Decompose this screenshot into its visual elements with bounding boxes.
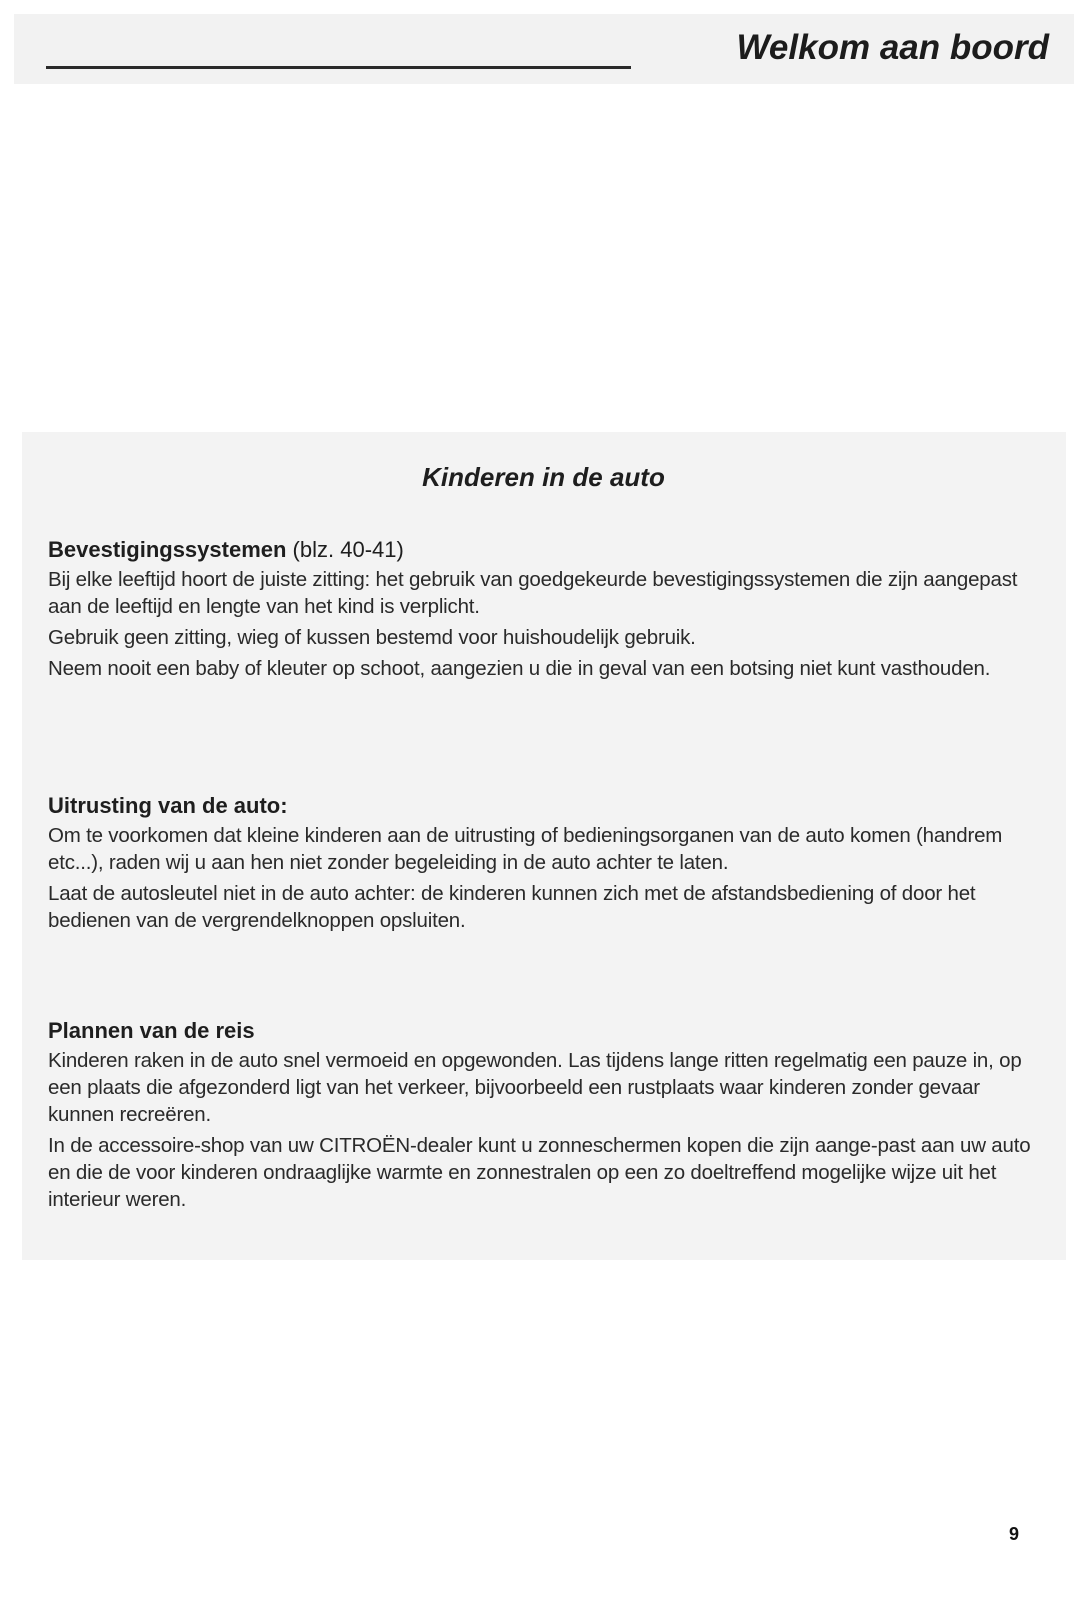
paragraph: In de accessoire-shop van uw CITROËN-dealer kunt u zonneschermen kopen die zijn aange-past aan uw auto en die de voor kinderen ondraaglijke warmte en zonnestralen op een zo doeltreffend mogelijke wijze uit het interieur weren.: [48, 1134, 1031, 1211]
paragraph: Gebruik geen zitting, wieg of kussen bestemd voor huishoudelijk gebruik.: [48, 626, 696, 649]
subsection-heading: [48, 1017, 1048, 1045]
subsection-trip-planning: [48, 1017, 1048, 1217]
page-reference: (blz. 40-41): [286, 537, 404, 562]
paragraph: Kinderen raken in de auto snel vermoeid en opgewonden. Las tijdens lange ritten regelmatig een pauze in, op een plaats die afgezonderd ligt van het verkeer, bijvoorbeeld een rustplaats waar kinderen zonder gevaar kunnen recreëren.: [48, 1049, 1022, 1126]
section-title: Kinderen in de auto: [422, 462, 665, 492]
paragraph: Laat de autosleutel niet in de auto achter: de kinderen kunnen zich met de afstandsbediening of door het bedienen van de vergrendelknoppen opsluiten.: [48, 882, 976, 932]
subsection-heading: [48, 792, 1048, 820]
paragraph: Om te voorkomen dat kleine kinderen aan de uitrusting of bedieningsorganen van de auto komen (handrem etc...), raden wij u aan hen niet zonder begeleiding in de auto achter te laten.: [48, 824, 1003, 874]
paragraph: Neem nooit een baby of kleuter op schoot, aangezien u die in geval van een botsing niet kunt vasthouden.: [48, 657, 991, 680]
paragraph: Bij elke leeftijd hoort de juiste zitting: het gebruik van goedgekeurde bevestigingssystemen die zijn aangepast aan de leeftijd en lengte van het kind is verplicht.: [48, 568, 1018, 618]
subsection-car-equipment: [48, 792, 1048, 938]
subsection-heading-label: Bevestigingssystemen: [48, 537, 287, 562]
subsection-heading: [48, 536, 1048, 564]
subsection-heading-label: Uitrusting van de auto:: [48, 793, 288, 818]
page-header-title: Welkom aan boord: [736, 28, 1049, 67]
header-rule: [46, 66, 631, 69]
subsection-heading-label: Plannen van de reis: [48, 1018, 255, 1043]
subsection-fastening-systems: [48, 536, 1048, 686]
page-number: 9: [1008, 1524, 1019, 1544]
